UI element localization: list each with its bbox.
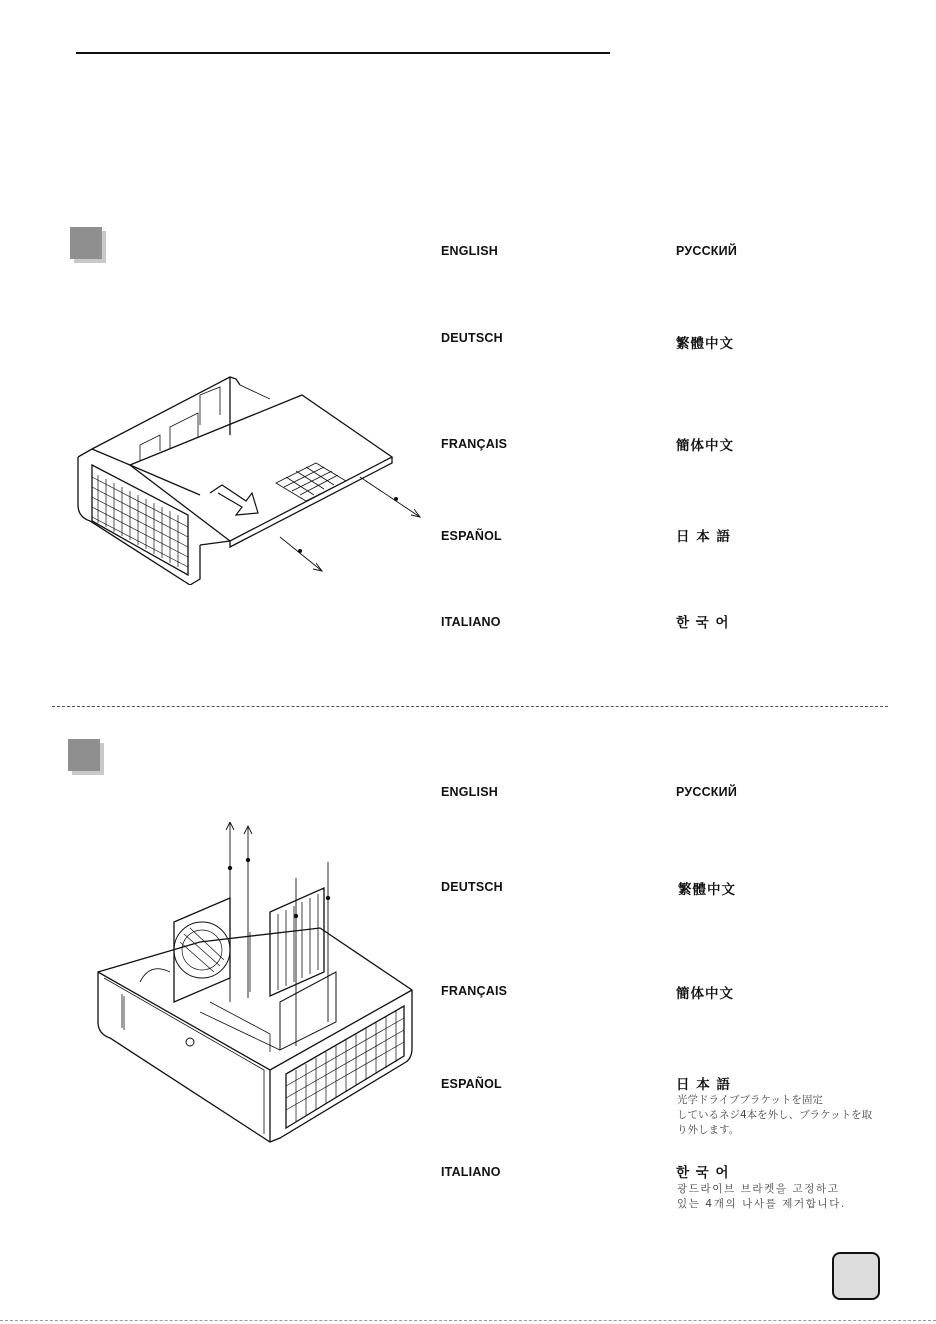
- s2-korean-line-1: 광드라이브 브라켓을 고정하고: [677, 1183, 840, 1195]
- bottom-rule: [0, 1320, 936, 1321]
- s1-lang-japanese: 日 本 語: [676, 529, 731, 545]
- s2-japanese-line-3: り外します。: [677, 1124, 740, 1136]
- s2-japanese-instructions: [677, 1093, 877, 1138]
- s2-lang-french: FRANÇAIS: [441, 984, 508, 998]
- s1-lang-english: ENGLISH: [441, 244, 498, 258]
- step-2-marker: [68, 739, 100, 771]
- s1-lang-russian: РУССКИЙ: [676, 244, 738, 258]
- s2-lang-japanese: 日 本 語: [676, 1077, 731, 1093]
- section-divider: [52, 706, 888, 707]
- s1-lang-german: DEUTSCH: [441, 331, 503, 345]
- page-number-box: [832, 1252, 880, 1300]
- s2-korean-line-2: 있는 4개의 나사를 제거합니다.: [677, 1198, 846, 1210]
- s2-korean-instructions: [677, 1182, 877, 1212]
- remove-side-panel-illustration: [70, 365, 430, 585]
- s2-lang-russian: РУССКИЙ: [676, 785, 738, 799]
- s1-lang-italian: ITALIANO: [441, 615, 501, 629]
- s2-lang-simp-chinese: 簡体中文: [676, 986, 734, 1002]
- s1-lang-spanish: ESPAÑOL: [441, 529, 502, 543]
- s2-lang-spanish: ESPAÑOL: [441, 1077, 502, 1091]
- s2-lang-trad-chinese: 繁體中文: [678, 882, 736, 898]
- s1-lang-simp-chinese: 簡体中文: [676, 438, 734, 454]
- s1-lang-french: FRANÇAIS: [441, 437, 508, 451]
- s2-lang-italian: ITALIANO: [441, 1165, 501, 1179]
- s1-lang-korean: 한 국 어: [676, 615, 730, 631]
- step-1-marker: [70, 227, 102, 259]
- header-rule: [76, 52, 610, 54]
- s2-lang-german: DEUTSCH: [441, 880, 503, 894]
- s1-lang-trad-chinese: 繁體中文: [676, 336, 734, 352]
- s2-japanese-line-1: 光学ドライブブラケットを固定: [677, 1094, 823, 1106]
- s2-lang-english: ENGLISH: [441, 785, 498, 799]
- remove-drive-bracket-illustration: [90, 822, 420, 1147]
- s2-lang-korean: 한 국 어: [676, 1165, 730, 1181]
- s2-japanese-line-2: しているネジ4本を外し、ブラケットを取: [677, 1109, 873, 1121]
